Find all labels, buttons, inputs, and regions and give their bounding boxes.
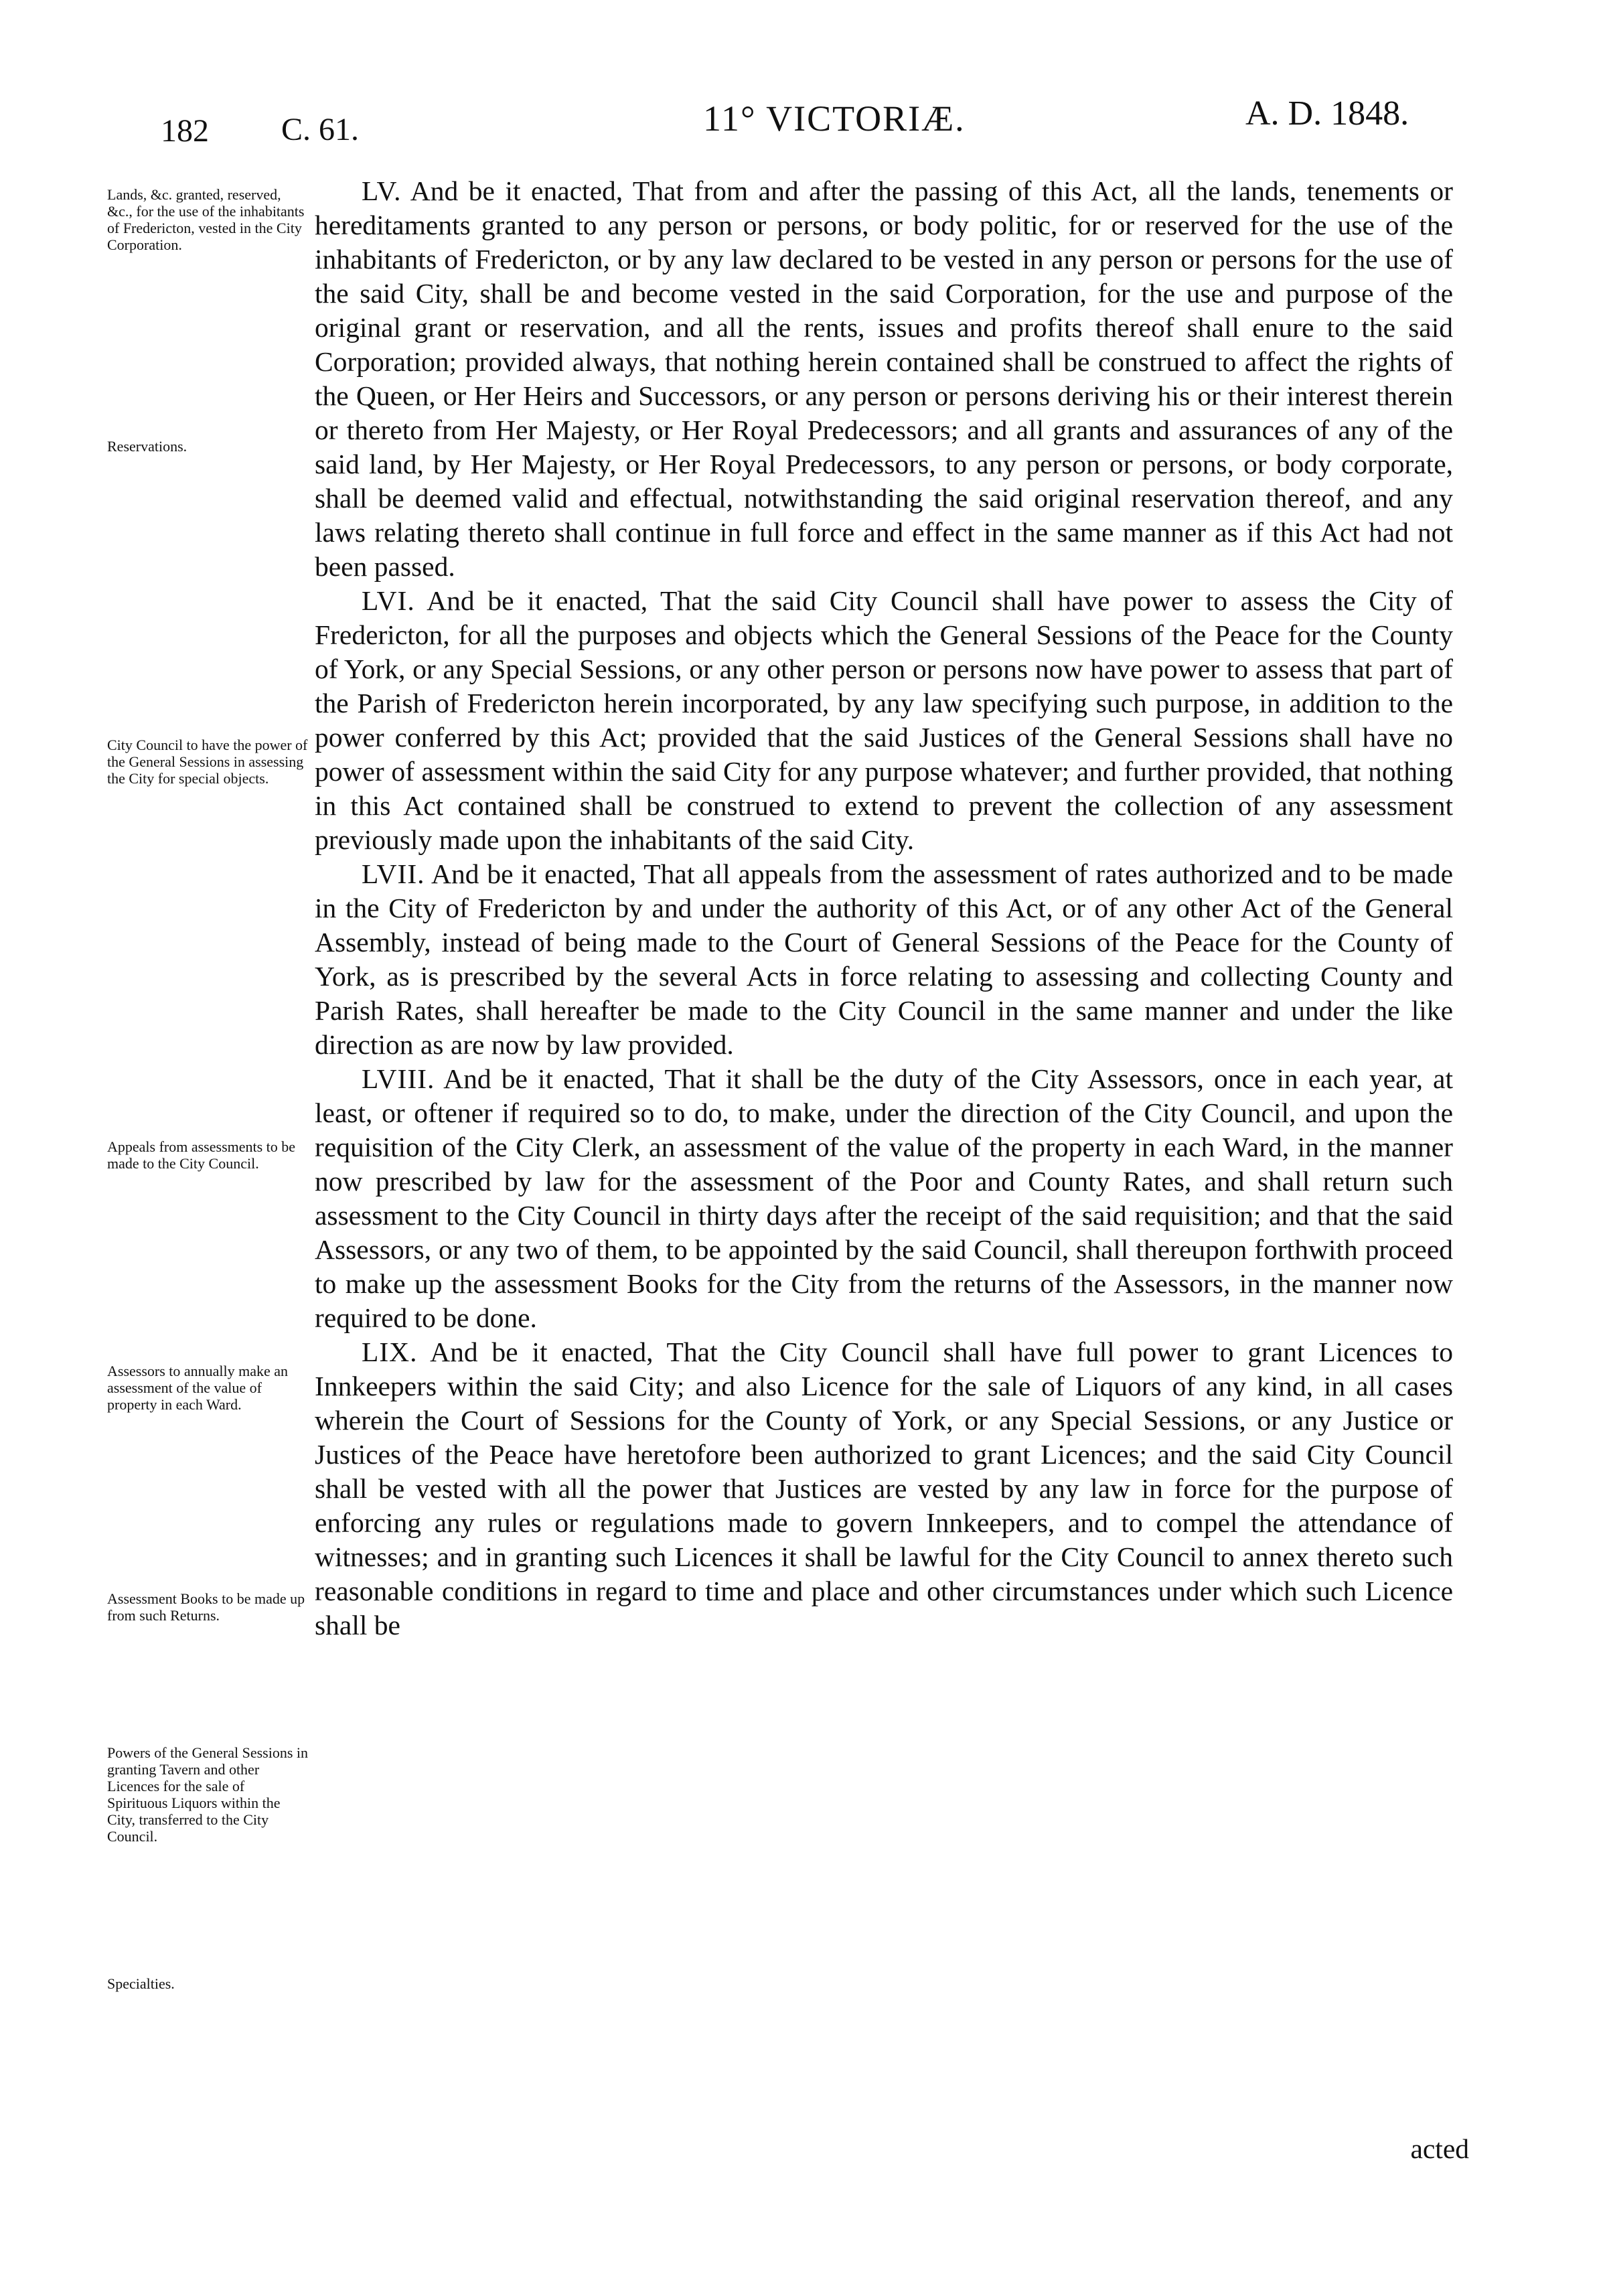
section-text: And be it enacted, That from and after the passing of this Act, all the lands, tenements or hereditaments granted to any person or persons, or body politic, for or reserved for the use of the inhabitants of Fredericton, or by any law declared to be vested in any person or persons for the use of the said City, shall be and become vested in the said Corporation, for the use and purpose of the original grant or reservation, and all the rents, issues and profits thereof shall enure to the said Corporation; provided always, that nothing herein contained shall be construed to affect the rights of the Queen, or Her Heirs and Successors, or any person or persons deriving his or their interest therein or thereto from Her Majesty, or Her Royal Predecessors; and all grants and assurances of any of the said land, by Her Majesty, or Her Royal Predecessors, to any person or persons, or body corporate, shall be deemed valid and effectual, notwithstanding the said original reservation thereof, and any laws relating thereto shall continue in full force and effect in the same manner as if this Act had not been passed. <box>315 175 1453 582</box>
margin-note-lands-vested: Lands, &c. granted, reserved, &c., for the use of the inhabitants of Fredericton, vested in the City Corporation. <box>107 186 305 253</box>
section-number: LV. <box>362 175 402 206</box>
section-lvii <box>315 857 1453 1062</box>
chapter-number: C. 61. <box>281 112 360 147</box>
anno-domini-date: A. D. 1848. <box>1245 94 1409 133</box>
section-number: LVI. <box>362 585 415 616</box>
margin-note-appeals: Appeals from assessments to be made to the City Council. <box>107 1138 296 1172</box>
section-text: And be it enacted, That all appeals from the assessment of rates authorized and to be made in the City of Fredericton by and under the authority of this Act, or of any other Act of the General Assembly, instead of being made to the Court of General Sessions of the Peace for the County of York, as is prescribed by the several Acts in force relating to assessing and collecting County and Parish Rates, shall hereafter be made to the City Council in the same manner and under the like direction as are now by law provided. <box>315 858 1453 1060</box>
regnal-year-title: 11° VICTORIÆ. <box>703 98 966 139</box>
section-number: LIX. <box>362 1336 418 1367</box>
margin-note-licences: Powers of the General Sessions in granting Tavern and other Licences for the sale of Spirituous Liquors within the City, transferred to the City Council. <box>107 1744 309 1845</box>
section-number: LVII. <box>362 858 425 889</box>
margin-note-specialties: Specialties. <box>107 1975 175 1992</box>
page-number: 182 <box>161 113 209 149</box>
running-header <box>0 86 1603 149</box>
margin-note-reservations: Reservations. <box>107 438 187 455</box>
section-text: And be it enacted, That it shall be the duty of the City Assessors, once in each year, at least, or oftener if required so to do, to make, under the direction of the City Council, and upon the requisition of the City Clerk, an assessment of the value of the property in each Ward, in the manner now prescribed by law for the assessment of the Poor and County Rates, and shall return such assessment to the City Council in thirty days after the receipt of the said requisition; and that the said Assessors, or any two of them, to be appointed by the said Council, shall thereupon forthwith proceed to make up the assessment Books for the City from the returns of the Assessors, in the manner now required to be done. <box>315 1063 1453 1333</box>
margin-note-assessment-books: Assessment Books to be made up from such Returns. <box>107 1590 305 1624</box>
margin-note-city-council-assess: City Council to have the power of the General Sessions in assessing the City for special objects. <box>107 737 308 787</box>
section-lix <box>315 1335 1453 1642</box>
statute-body <box>315 174 1453 1642</box>
section-text: And be it enacted, That the City Council shall have full power to grant Licences to Innkeepers within the said City; and also Licence for the sale of Liquors of any kind, in all cases wherein the Court of Sessions for the County of York, or any Special Sessions, or any Justice or Justices of the Peace have heretofore been authorized to grant Licences; and the said City Council shall be vested with all the power that Justices are vested by any law in force for the purpose of enforcing any rules or regulations made to govern Innkeepers, and to compel the attendance of witnesses; and in granting such Licences it shall be lawful for the City Council to annex thereto such reasonable conditions in regard to time and place and other circumstances under which such Licence shall be <box>315 1336 1453 1640</box>
section-lvi <box>315 584 1453 857</box>
section-lviii <box>315 1062 1453 1335</box>
section-lv <box>315 174 1453 584</box>
section-text: And be it enacted, That the said City Council shall have power to assess the City of Fredericton, for all the purposes and objects which the General Sessions of the Peace for the County of York, or any Special Sessions, or any other person or persons now have power to assess that part of the Parish of Fredericton herein incorporated, by any law specifying such purpose, in addition to the power conferred by this Act; provided that the said Justices of the General Sessions shall have no power of assessment within the said City for any purpose whatever; and further provided, that nothing in this Act contained shall be construed to extend to prevent the collection of any assessment previously made upon the inhabitants of the said City. <box>315 585 1453 855</box>
catchword: acted <box>1410 2133 1469 2164</box>
section-number: LVIII. <box>362 1063 435 1094</box>
margin-note-assessors: Assessors to annually make an assessment of the value of property in each Ward. <box>107 1363 289 1413</box>
